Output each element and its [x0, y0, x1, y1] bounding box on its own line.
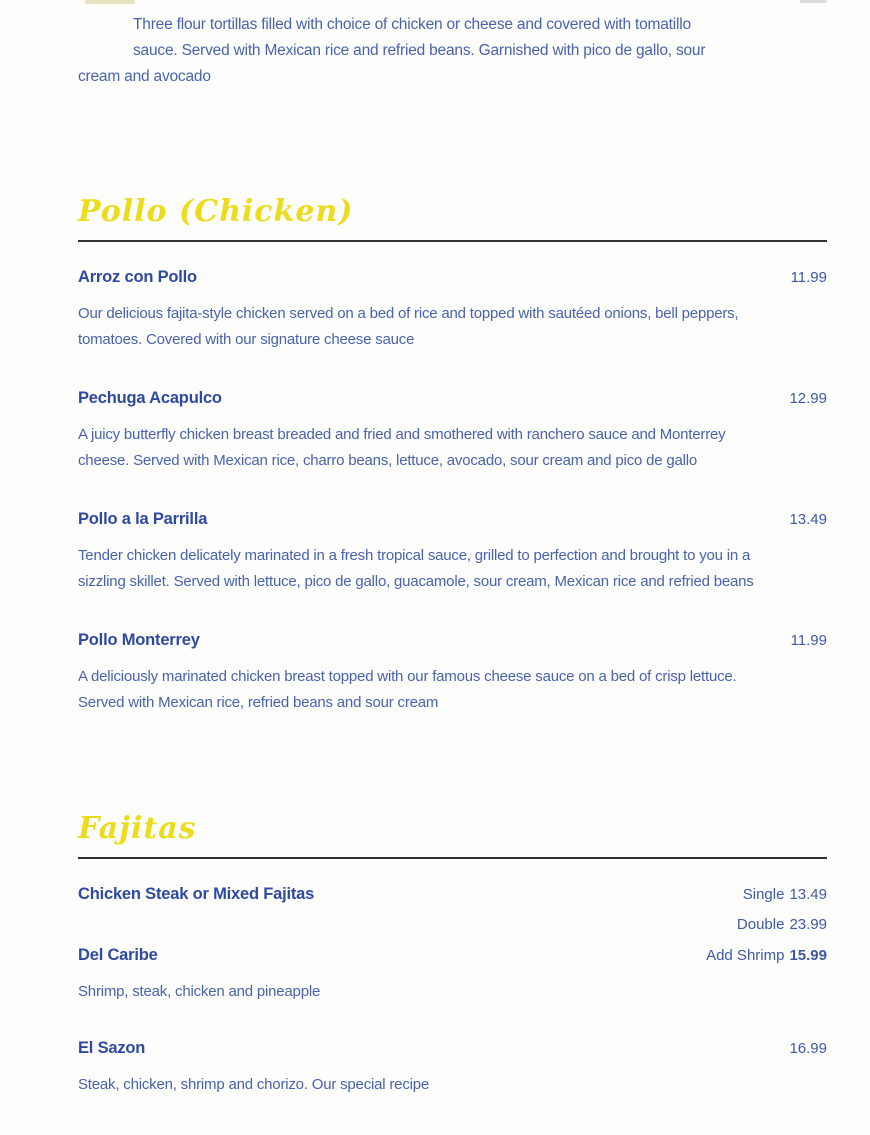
section-title: Pollo (Chicken) [78, 194, 354, 229]
item-name: Pollo a la Parrilla [78, 510, 208, 528]
price-value: 23.99 [789, 916, 827, 933]
price-value: 13.49 [789, 886, 827, 903]
item-row [78, 630, 827, 651]
menu-item [78, 388, 827, 474]
item-row [78, 1038, 827, 1059]
item-description: A juicy butterfly chicken breast breaded and fried and smothered with ranchero sauce and Monterrey cheese. Served with Mexican rice, charro beans, lettuce, avocado, sour cream and pico de gallo [78, 426, 726, 469]
item-row [78, 267, 827, 288]
item-price [743, 885, 827, 905]
price-value: 15.99 [789, 947, 827, 964]
section-fajitas [78, 811, 827, 1098]
item-price [706, 946, 827, 966]
item-description: A deliciously marinated chicken breast topped with our famous cheese sauce on a bed of crisp lettuce. Served with Mexican rice, refried beans and sour cream [78, 668, 737, 711]
item-name: Del Caribe [78, 946, 158, 964]
item-name: Pollo Monterrey [78, 631, 200, 649]
item-row [78, 945, 827, 966]
menu-item [78, 267, 827, 353]
menu-item [78, 1038, 827, 1098]
item-description: Shrimp, steak, chicken and pineapple [78, 983, 321, 1000]
item-price: 13.49 [789, 511, 827, 528]
clipped-text-remnant-right [800, 0, 827, 3]
item-row [78, 884, 827, 905]
section-items [78, 884, 827, 1098]
menu-item [78, 945, 827, 1005]
item-row [78, 915, 827, 935]
item-row [78, 388, 827, 409]
price-label: Single [742, 886, 785, 903]
menu-item [78, 884, 827, 935]
item-price: 12.99 [789, 390, 827, 407]
item-name: Chicken Steak or Mixed Fajitas [78, 885, 315, 903]
item-price: 11.99 [790, 632, 827, 649]
price-label: Double [736, 916, 785, 933]
item-description: Our delicious fajita-style chicken served on a bed of rice and topped with sautéed onions, bell peppers, tomatoes. Covered with our signature cheese sauce [78, 305, 739, 348]
item-price: 11.99 [790, 269, 827, 286]
section-pollo-chicken [78, 194, 827, 716]
item-description: Steak, chicken, shrimp and chorizo. Our special recipe [78, 1076, 430, 1093]
price-label: Add Shrimp [706, 947, 785, 964]
item-price [737, 915, 827, 935]
item-name: El Sazon [78, 1039, 146, 1057]
item-name: Pechuga Acapulco [78, 389, 222, 407]
section-divider [78, 240, 827, 242]
menu-item [78, 630, 827, 716]
intro-description-line: Three flour tortillas filled with choice of chicken or cheese and covered with tomatillo [133, 16, 691, 33]
item-name: Arroz con Pollo [78, 268, 197, 286]
menu-item [78, 509, 827, 595]
section-title: Fajitas [78, 811, 197, 846]
clipped-text-remnant-left [85, 0, 135, 4]
section-items [78, 267, 827, 716]
intro-description-line: sauce. Served with Mexican rice and refried beans. Garnished with pico de gallo, sour [133, 42, 706, 59]
item-description: Tender chicken delicately marinated in a fresh tropical sauce, grilled to perfection and brought to you in a sizzling skillet. Served with lettuce, pico de gallo, guacamole, sour cream, Mexican rice and refried beans [78, 547, 754, 590]
item-row [78, 509, 827, 530]
item-price: 16.99 [789, 1040, 827, 1057]
intro-description-line: cream and avocado [78, 68, 211, 85]
section-divider [78, 857, 827, 859]
intro-description [78, 12, 827, 90]
